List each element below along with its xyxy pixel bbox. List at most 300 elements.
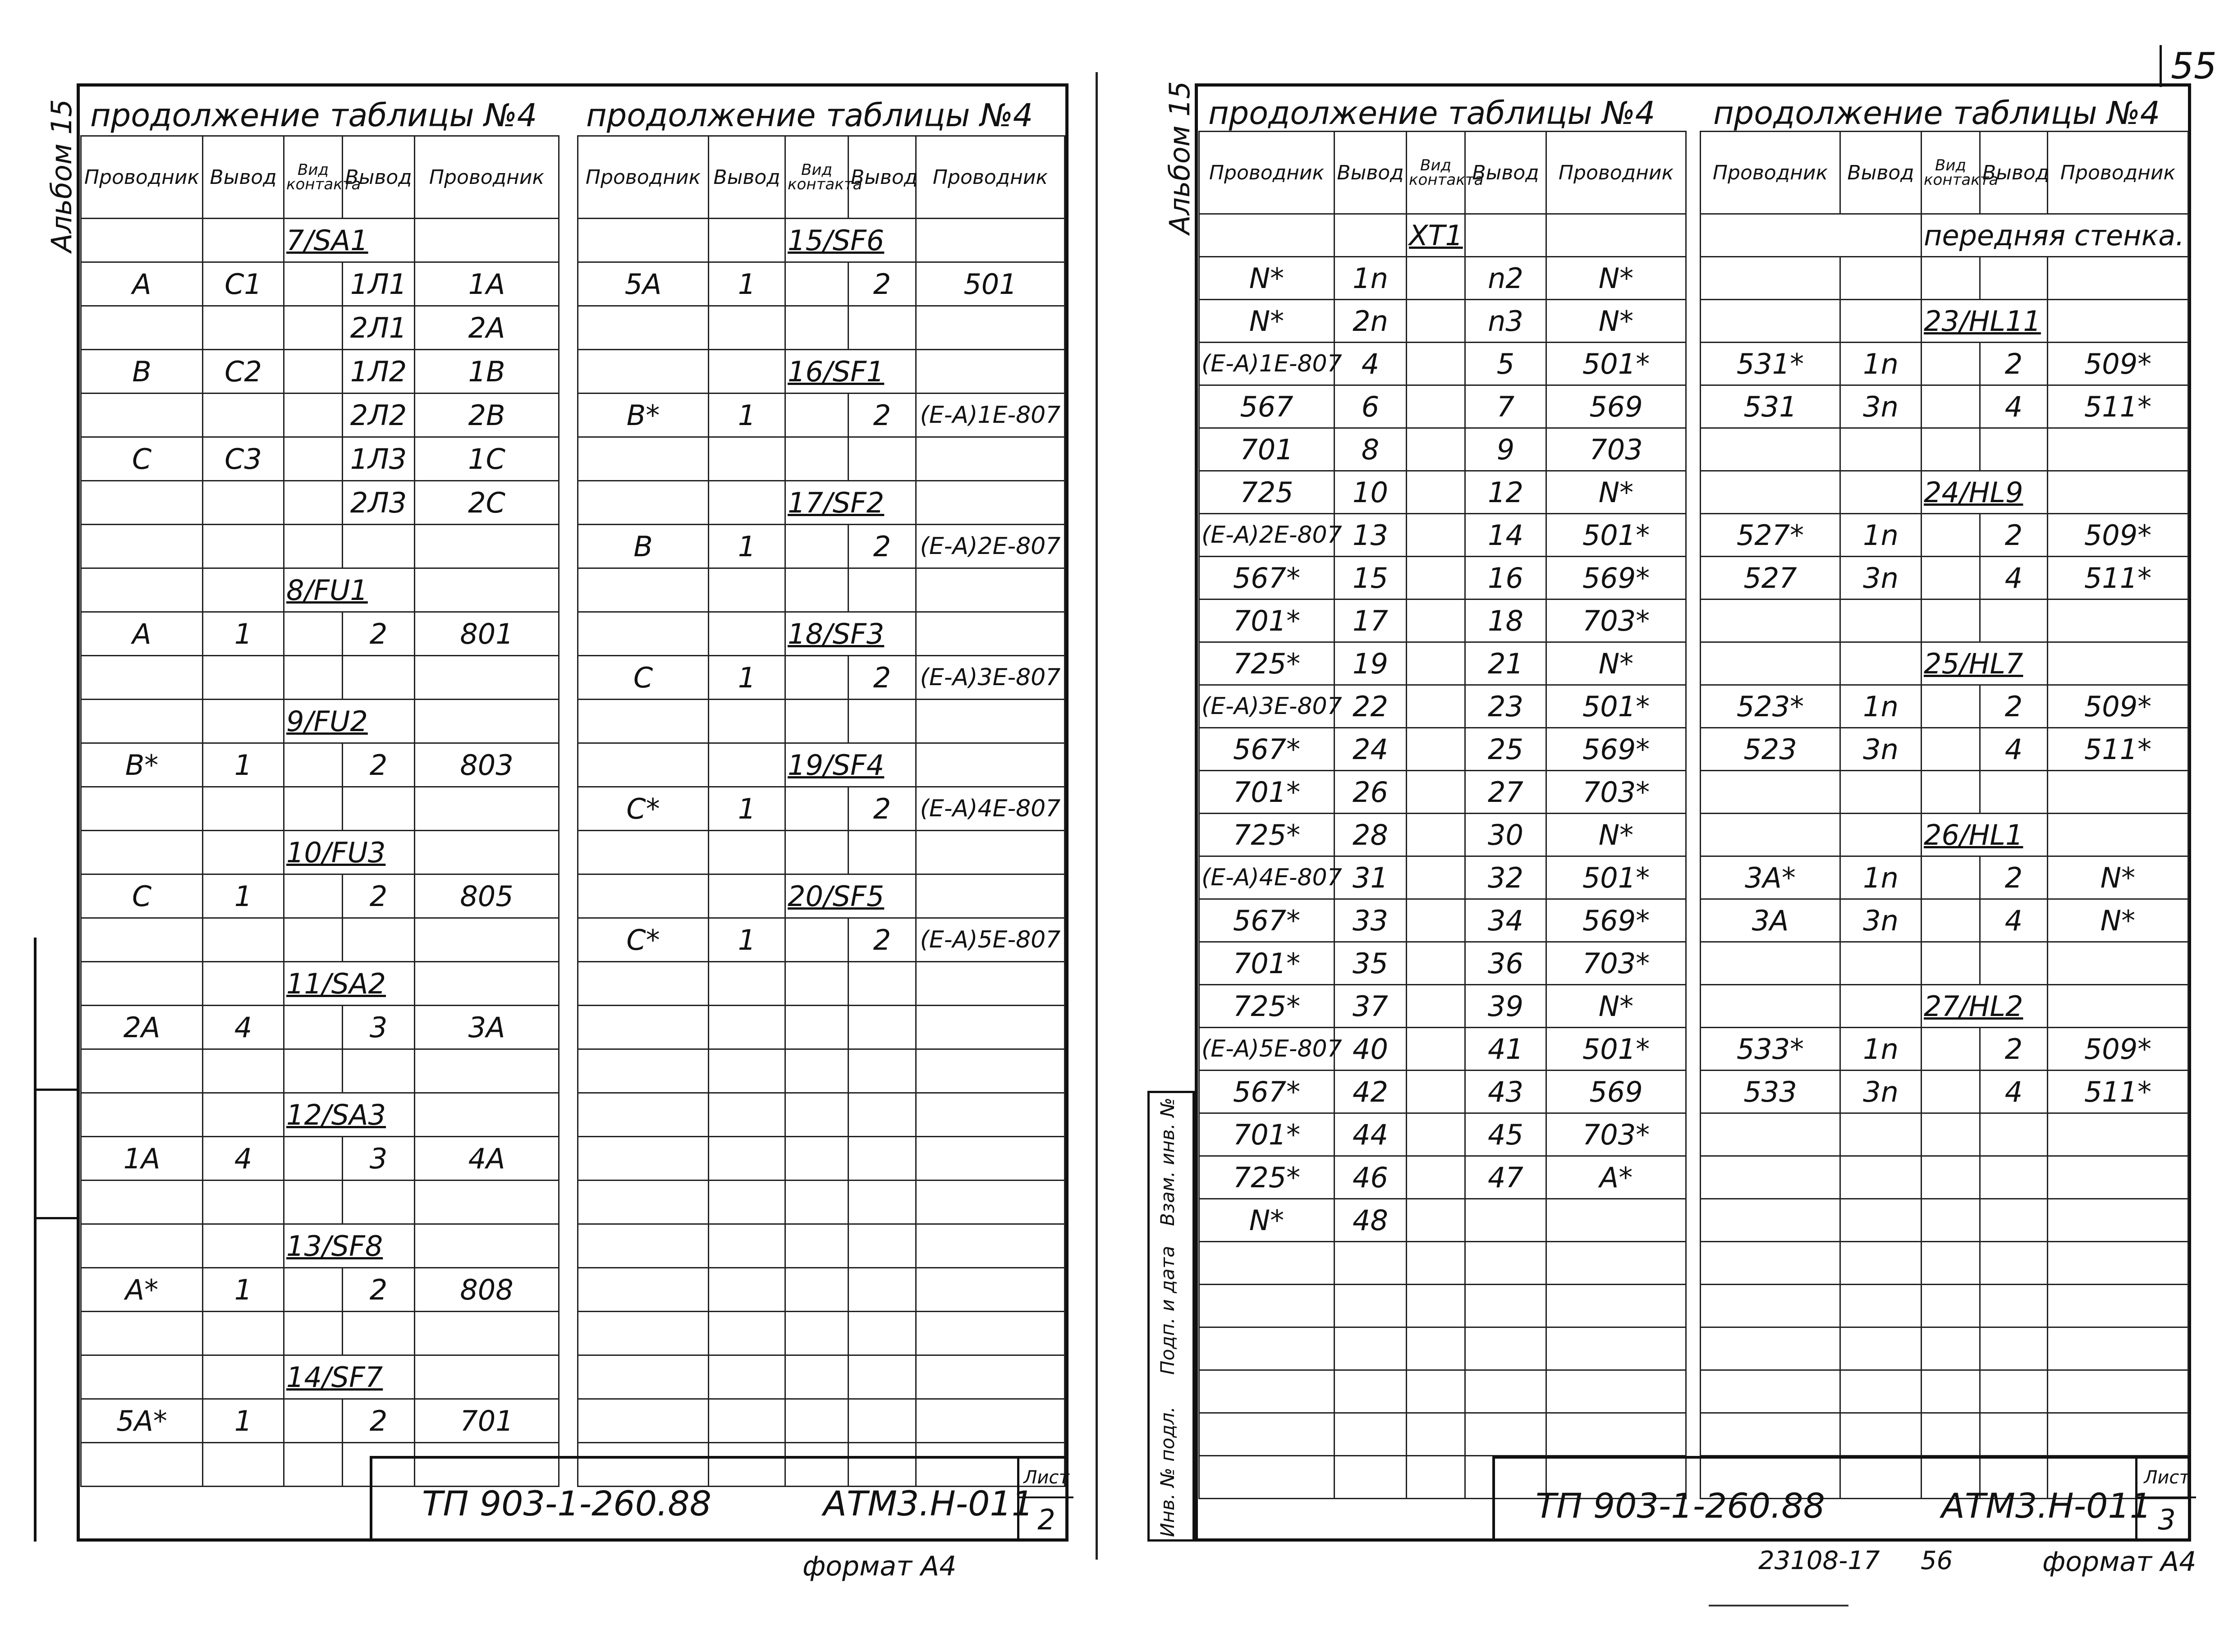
left-table-b-cell — [916, 219, 1065, 262]
right-table-a-cell: 33 — [1335, 899, 1407, 942]
right-table-a-cell: 45 — [1465, 1113, 1546, 1156]
left-table-a-cell — [284, 1006, 343, 1049]
left-table-b-cell — [848, 1355, 916, 1399]
right-table-b-cell — [1922, 1285, 1980, 1327]
right-table-a-cell: (E-A)2E-807 — [1199, 514, 1335, 557]
left-table-b-header-cell: Вывод — [848, 136, 916, 219]
left-table-a-row — [81, 394, 559, 437]
right-table-a-cell — [1407, 428, 1465, 471]
right-table-a-cell — [1546, 1285, 1686, 1327]
left-table-b-cell — [578, 1181, 709, 1224]
left-table-a-cell — [203, 1224, 284, 1268]
left-table-a-row — [81, 568, 559, 612]
left-table-a-cell — [284, 394, 343, 437]
right-table-b-header-cell: Вывод — [1840, 132, 1922, 214]
right-table-a-cell: 501* — [1546, 514, 1686, 557]
right-format: формат А4 — [2042, 1546, 2197, 1578]
left-table-b-cell — [578, 831, 709, 874]
left-table-a-cell: 1Л3 — [343, 437, 415, 481]
left-table-a-cell — [415, 1181, 559, 1224]
right-table-b-cell — [1701, 1285, 1840, 1327]
left-table-b-cell — [578, 874, 709, 918]
left-table-a-cell: C — [81, 874, 203, 918]
left-table-a-row — [81, 1355, 559, 1399]
right-table-a-cell: N* — [1199, 300, 1335, 343]
right-table-b-cell — [1701, 1327, 1840, 1370]
right-table-a-cell — [1407, 599, 1465, 642]
right-table-a-cell — [1199, 1370, 1335, 1413]
right-table-a-cell: 4 — [1335, 343, 1407, 385]
left-table-a-cell — [203, 481, 284, 525]
right-table-a-cell: 725* — [1199, 985, 1335, 1028]
left-table-b-row — [578, 437, 1065, 481]
left-table-b-row — [578, 787, 1065, 831]
left-table-a-cell — [284, 262, 343, 306]
left-table-a-row — [81, 1006, 559, 1049]
right-table-b-cell — [1980, 1327, 2048, 1370]
right-table-a-cell — [1407, 899, 1465, 942]
left-table-a-row — [81, 918, 559, 962]
left-table-a-cell: 1 — [203, 1268, 284, 1312]
left-table-b-row — [578, 874, 1065, 918]
left-table-b-cell — [785, 787, 848, 831]
right-table-a-cell: 725* — [1199, 642, 1335, 685]
right-table-a-row — [1199, 599, 1686, 642]
right-table-a-row — [1199, 1113, 1686, 1156]
right-table-b-cell — [2048, 300, 2188, 343]
left-table-a-device-label: 7/SA1 — [284, 219, 415, 262]
left-table-b-cell: 1 — [709, 918, 785, 962]
right-table-a-cell — [1199, 1242, 1335, 1285]
right-table-a-cell — [1546, 1370, 1686, 1413]
right-table-a-row — [1199, 856, 1686, 899]
left-table-b-cell — [916, 1137, 1065, 1181]
left-table-b-row — [578, 656, 1065, 700]
left-album-label: Альбом 15 — [45, 99, 78, 252]
right-table-b-cell — [1980, 599, 2048, 642]
left-table-a-cell — [203, 1181, 284, 1224]
left-table-b-cell — [848, 1312, 916, 1355]
left-table-a-row — [81, 437, 559, 481]
left-table-a-cell: 1A — [81, 1137, 203, 1181]
right-table-b-cell — [1701, 642, 1840, 685]
right-table-a-cell: N* — [1546, 814, 1686, 856]
right-table-b-device-label: 27/HL2 — [1922, 985, 2048, 1028]
left-table-b-cell — [709, 1268, 785, 1312]
left-table-b-device-label: 18/SF3 — [785, 612, 916, 656]
left-table-b-row — [578, 1224, 1065, 1268]
right-table-b-cell: 1n — [1840, 685, 1922, 728]
left-table-b-cell — [848, 1093, 916, 1137]
right-table-b-cell — [1840, 428, 1922, 471]
right-table-b-cell: 2 — [1980, 685, 2048, 728]
left-table-b-cell: C — [578, 656, 709, 700]
left-table-a-cell: 803 — [415, 743, 559, 787]
left-table-a-device-label: 11/SA2 — [284, 962, 415, 1006]
left-table-b-cell — [785, 1224, 848, 1268]
left-table-a-cell — [415, 1355, 559, 1399]
right-table-a-cell: 501* — [1546, 685, 1686, 728]
right-table-a-cell: 48 — [1335, 1199, 1407, 1242]
right-table-a-row — [1199, 728, 1686, 771]
left-table-b-header-cell: Вид контакта — [785, 136, 848, 219]
right-table-a-cell: 21 — [1465, 642, 1546, 685]
right-table-a-cell: N* — [1546, 985, 1686, 1028]
left-table-b-cell — [785, 568, 848, 612]
left-table-a-cell — [81, 656, 203, 700]
right-table-a-cell: 567* — [1199, 1071, 1335, 1113]
left-table-b-cell — [848, 437, 916, 481]
left-table-b-cell — [785, 394, 848, 437]
left-table-a-cell — [343, 656, 415, 700]
right-table-b-row — [1701, 771, 2188, 814]
right-title-b: продолжение таблицы №4 — [1713, 95, 2160, 132]
left-table-a-cell — [203, 1049, 284, 1093]
right-table-a-row — [1199, 1327, 1686, 1370]
left-table-a-cell — [203, 306, 284, 350]
right-table-a-cell: 725* — [1199, 814, 1335, 856]
right-table-b-cell: 1n — [1840, 343, 1922, 385]
right-table-a-row — [1199, 1370, 1686, 1413]
right-table-b-cell — [1701, 1413, 1840, 1456]
left-table-b-cell — [916, 437, 1065, 481]
right-table-b-row — [1701, 814, 2188, 856]
right-table-b-cell — [2048, 814, 2188, 856]
right-table-a-cell — [1407, 728, 1465, 771]
left-table-b-row — [578, 525, 1065, 568]
right-table-b-cell: 2 — [1980, 1028, 2048, 1071]
right-table-b-cell: 531 — [1701, 385, 1840, 428]
left-table-a-cell: 2C — [415, 481, 559, 525]
right-table-b-cell — [1980, 1285, 2048, 1327]
right-table-a-cell: N* — [1199, 257, 1335, 300]
left-table-a-cell — [284, 1399, 343, 1443]
left-table-a-cell: C3 — [203, 437, 284, 481]
right-table-a-cell — [1407, 257, 1465, 300]
left-table-a-cell: 4A — [415, 1137, 559, 1181]
left-table-b-cell — [785, 525, 848, 568]
left-table-b-cell — [709, 1312, 785, 1355]
left-table-a-row — [81, 1312, 559, 1355]
right-table-a-row — [1199, 428, 1686, 471]
right-table-a-header-cell: Вывод — [1335, 132, 1407, 214]
left-table-b-cell — [709, 568, 785, 612]
right-table-a-cell: 26 — [1335, 771, 1407, 814]
right-table-b-cell: 509* — [2048, 514, 2188, 557]
left-table-a-row — [81, 1093, 559, 1137]
left-table-a-row — [81, 481, 559, 525]
right-table-b-cell: 1n — [1840, 856, 1922, 899]
left-table-b-cell — [578, 350, 709, 394]
right-table-a-row — [1199, 1071, 1686, 1113]
right-table-b-row — [1701, 471, 2188, 514]
right-table-b-row — [1701, 1285, 2188, 1327]
right-stamp-code: ТП 903-1-260.88 — [1536, 1486, 1825, 1526]
right-table-b-cell — [1840, 599, 1922, 642]
right-table-b-cell — [2048, 1370, 2188, 1413]
right-table-b-row — [1701, 728, 2188, 771]
right-table-b-cell — [1701, 428, 1840, 471]
right-table-a-cell — [1465, 214, 1546, 257]
right-table-b-row — [1701, 856, 2188, 899]
right-table-b-cell — [1701, 771, 1840, 814]
left-table-b-cell: 2 — [848, 262, 916, 306]
left-table-a-cell — [81, 1443, 203, 1487]
right-table-a-cell: N* — [1546, 257, 1686, 300]
left-table-b-cell: (E-A)3E-807 — [916, 656, 1065, 700]
right-table-a-cell — [1199, 1285, 1335, 1327]
left-table-a-cell — [284, 1443, 343, 1487]
right-table-b-cell — [1701, 257, 1840, 300]
left-table-a-header-cell: Проводник — [415, 136, 559, 219]
left-table-b-cell: 501 — [916, 262, 1065, 306]
left-table-b-cell — [709, 962, 785, 1006]
left-table-a-cell — [81, 918, 203, 962]
left-table-a-cell — [203, 1355, 284, 1399]
right-table-b-row — [1701, 1071, 2188, 1113]
left-table-a-cell — [81, 394, 203, 437]
right-table-a-cell: 6 — [1335, 385, 1407, 428]
right-table-b-device-label: 26/HL1 — [1922, 814, 2048, 856]
left-table-a-cell — [284, 743, 343, 787]
left-table-a-cell — [284, 874, 343, 918]
left-table-a-cell: 1 — [203, 874, 284, 918]
left-table-a-cell: 1 — [203, 743, 284, 787]
right-table-b-row — [1701, 343, 2188, 385]
left-table-a-cell — [284, 306, 343, 350]
right-table-a-cell — [1199, 214, 1335, 257]
left-table-a-row — [81, 1137, 559, 1181]
left-table-b-cell — [785, 1049, 848, 1093]
right-table-b-cell — [1922, 385, 1980, 428]
right-table-b-cell — [1840, 1156, 1922, 1199]
right-table-a-cell — [1546, 214, 1686, 257]
right-table-b-cell — [1922, 728, 1980, 771]
right-table-b-row — [1701, 685, 2188, 728]
right-table-a-header-cell: Вид контакта — [1407, 132, 1465, 214]
right-table-a-header-cell: Проводник — [1546, 132, 1686, 214]
right-table-a-cell: (E-A)1E-807 — [1199, 343, 1335, 385]
right-table-a-cell — [1335, 1456, 1407, 1499]
right-table-a-cell: 41 — [1465, 1028, 1546, 1071]
left-table-a-row — [81, 831, 559, 874]
left-table-a-cell: 2 — [343, 1268, 415, 1312]
left-table-a-cell — [81, 1355, 203, 1399]
left-table-a-cell — [284, 1268, 343, 1312]
right-table-b-row — [1701, 1327, 2188, 1370]
right-table-a-row — [1199, 1413, 1686, 1456]
right-table-b-header-cell: Вывод — [1980, 132, 2048, 214]
left-table-b-cell — [709, 700, 785, 743]
right-table-a-cell — [1546, 1327, 1686, 1370]
right-table-b-cell: 531* — [1701, 343, 1840, 385]
right-table-b-cell — [2048, 257, 2188, 300]
left-table-a-cell — [415, 918, 559, 962]
left-table-a-cell — [81, 962, 203, 1006]
right-table-a-cell — [1407, 514, 1465, 557]
left-table-a-cell: 5A* — [81, 1399, 203, 1443]
right-table-a-cell: 35 — [1335, 942, 1407, 985]
right-table-b-cell — [2048, 942, 2188, 985]
left-table-a-row — [81, 306, 559, 350]
left-table-a-device-label: 9/FU2 — [284, 700, 415, 743]
right-table-b-cell — [1922, 1199, 1980, 1242]
right-table-a-cell: 501* — [1546, 1028, 1686, 1071]
left-table-b-cell — [709, 1224, 785, 1268]
right-table-b-cell — [1980, 1413, 2048, 1456]
left-table-a-row — [81, 743, 559, 787]
left-table-b-cell — [709, 831, 785, 874]
right-table-a-cell: 567* — [1199, 728, 1335, 771]
right-table-a-cell: 501* — [1546, 856, 1686, 899]
left-table-b-cell — [848, 831, 916, 874]
right-table-b-cell — [2048, 1413, 2188, 1456]
right-table-b-cell: 527 — [1701, 557, 1840, 599]
left-table-a-cell — [203, 568, 284, 612]
right-table-a-cell: 28 — [1335, 814, 1407, 856]
right-table-b-cell: 3n — [1840, 557, 1922, 599]
left-table-b-cell: (E-A)1E-807 — [916, 394, 1065, 437]
right-table-a-cell: (E-A)3E-807 — [1199, 685, 1335, 728]
right-table-b-cell — [2048, 1327, 2188, 1370]
left-table-b-cell — [709, 743, 785, 787]
right-table-b-cell: 509* — [2048, 343, 2188, 385]
right-table-a-row — [1199, 985, 1686, 1028]
right-table-a-cell: 25 — [1465, 728, 1546, 771]
left-table-b-cell — [709, 219, 785, 262]
left-table-b-row — [578, 262, 1065, 306]
left-table-a-cell: A — [81, 262, 203, 306]
left-table-a-cell — [81, 787, 203, 831]
left-table-b-cell — [578, 612, 709, 656]
right-table-a-cell — [1407, 1199, 1465, 1242]
left-table-a-cell: 3A — [415, 1006, 559, 1049]
right-table-a-row — [1199, 1199, 1686, 1242]
left-table-b-cell: 1 — [709, 262, 785, 306]
left-table-b-cell — [578, 1268, 709, 1312]
left-table-b-cell — [578, 1355, 709, 1399]
right-table-a-cell — [1199, 1413, 1335, 1456]
left-table-a-cell — [203, 219, 284, 262]
right-table-b-cell — [1922, 428, 1980, 471]
right-table-b-cell: 511* — [2048, 1071, 2188, 1113]
left-table-a-cell — [415, 1049, 559, 1093]
right-table-b-cell — [2048, 642, 2188, 685]
right-table-b-cell — [1840, 771, 1922, 814]
right-table-b-cell — [1701, 1156, 1840, 1199]
left-table-b-row — [578, 1093, 1065, 1137]
left-table-a-cell — [343, 525, 415, 568]
right-table-a-cell — [1199, 1327, 1335, 1370]
right-table-a-cell: N* — [1199, 1199, 1335, 1242]
right-table-b-cell — [1922, 514, 1980, 557]
right-table-a-cell: 703* — [1546, 599, 1686, 642]
footer-number: 23108-17 — [1758, 1546, 1880, 1575]
left-table-b-cell — [916, 350, 1065, 394]
left-table-b-cell: 2 — [848, 656, 916, 700]
right-table-b-cell: 4 — [1980, 557, 2048, 599]
right-table-b-cell — [1922, 856, 1980, 899]
right-table-a-cell: 31 — [1335, 856, 1407, 899]
right-table-b-cell: 533 — [1701, 1071, 1840, 1113]
right-table-a-cell — [1407, 1413, 1465, 1456]
right-table-a-cell: 701* — [1199, 599, 1335, 642]
right-table-a-cell: 569* — [1546, 557, 1686, 599]
left-table-b-cell — [578, 1399, 709, 1443]
left-table-a-cell — [284, 612, 343, 656]
left-table-b-cell — [785, 306, 848, 350]
right-table-a-cell: 569* — [1546, 728, 1686, 771]
left-table-b-row — [578, 1268, 1065, 1312]
right-table-b-cell — [1980, 1113, 2048, 1156]
left-table-b-cell — [848, 1224, 916, 1268]
right-table-b-cell: 511* — [2048, 385, 2188, 428]
right-table-b-cell — [1701, 214, 1922, 257]
right-table-a-row — [1199, 557, 1686, 599]
left-table-b-cell — [578, 700, 709, 743]
left-table-b-cell — [785, 1181, 848, 1224]
right-table-b-cell — [2048, 1199, 2188, 1242]
left-table-b-cell — [916, 874, 1065, 918]
left-table-b — [577, 135, 1065, 1487]
left-table-a-row — [81, 656, 559, 700]
left-table-b-cell — [785, 656, 848, 700]
left-table-b-cell — [916, 962, 1065, 1006]
right-table-a-cell: 567 — [1199, 385, 1335, 428]
left-table-a-cell: C2 — [203, 350, 284, 394]
right-table-b-cell: 511* — [2048, 557, 2188, 599]
right-table-a-cell — [1465, 1285, 1546, 1327]
left-table-b-cell — [848, 568, 916, 612]
right-table-a-cell: N* — [1546, 471, 1686, 514]
right-table-b-row — [1701, 214, 2188, 257]
left-table-a — [80, 135, 560, 1487]
right-table-b-cell — [2048, 599, 2188, 642]
left-table-a-cell: 2B — [415, 394, 559, 437]
front-wall-heading: передняя стенка. — [1922, 214, 2188, 257]
right-table-b-cell: 3n — [1840, 1071, 1922, 1113]
right-table-a-cell: 44 — [1335, 1113, 1407, 1156]
right-table-a-cell — [1407, 300, 1465, 343]
right-table-a-cell — [1407, 1113, 1465, 1156]
left-table-b-cell — [709, 874, 785, 918]
left-table-b-cell: B — [578, 525, 709, 568]
right-table-a-row — [1199, 300, 1686, 343]
right-table-b-cell — [1922, 1113, 1980, 1156]
left-table-b-cell: 1 — [709, 525, 785, 568]
left-table-b-cell — [785, 1268, 848, 1312]
right-table-a-cell — [1407, 814, 1465, 856]
left-table-a-cell — [284, 918, 343, 962]
right-table-a-row — [1199, 1156, 1686, 1199]
right-table-a-row — [1199, 899, 1686, 942]
left-table-a-cell — [415, 787, 559, 831]
right-table-a-cell — [1335, 1413, 1407, 1456]
left-table-b-cell — [709, 1093, 785, 1137]
left-table-a-cell — [343, 1049, 415, 1093]
left-table-b-cell — [848, 306, 916, 350]
right-table-a-cell: 567* — [1199, 899, 1335, 942]
right-table-b-cell — [1922, 942, 1980, 985]
right-table-a-cell: N* — [1546, 642, 1686, 685]
left-table-b-cell — [785, 962, 848, 1006]
right-table-b-cell — [1980, 1156, 2048, 1199]
left-table-b-cell — [578, 306, 709, 350]
right-table-a-cell: 10 — [1335, 471, 1407, 514]
left-table-b-cell — [578, 962, 709, 1006]
right-table-a-cell — [1407, 1285, 1465, 1327]
left-table-a-cell — [284, 1312, 343, 1355]
